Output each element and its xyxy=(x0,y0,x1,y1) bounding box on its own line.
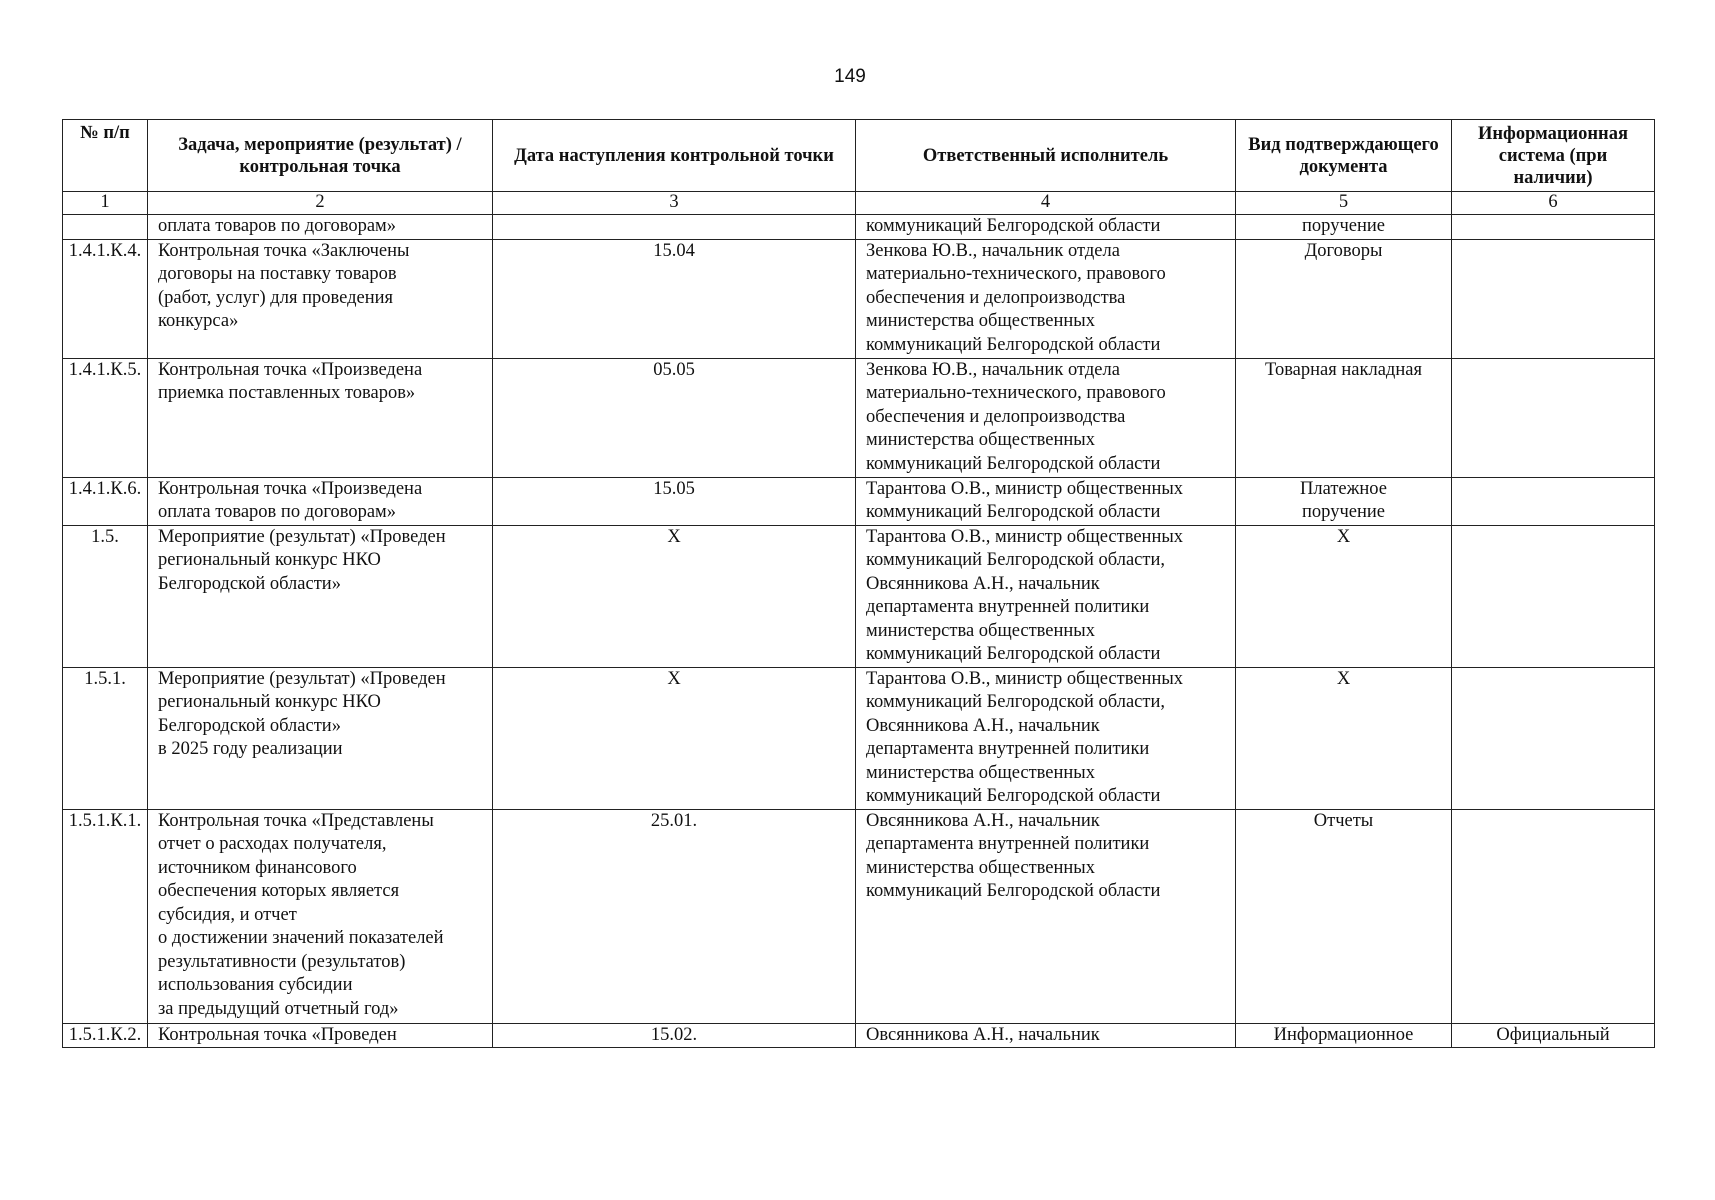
row-number: 1.5.1. xyxy=(63,667,148,809)
header-system: Информационная система (при наличии) xyxy=(1452,120,1655,192)
row-date: 15.05 xyxy=(493,477,856,525)
row-document: Х xyxy=(1236,667,1452,809)
header-date: Дата наступления контрольной точки xyxy=(493,120,856,192)
row-date: Х xyxy=(493,667,856,809)
table-row xyxy=(63,1023,1655,1048)
page-number: 149 xyxy=(834,66,866,87)
row-executor: Зенкова Ю.В., начальник отдела материально-технического, правового обеспечения и делопроизводства министерства общественных коммуникаций Белгородской области xyxy=(856,358,1236,477)
row-date: 15.04 xyxy=(493,239,856,358)
row-task: Контрольная точка «Произведена оплата товаров по договорам» xyxy=(148,477,493,525)
row-system xyxy=(1452,667,1655,809)
header-number: № п/п xyxy=(63,120,148,192)
header-executor: Ответственный исполнитель xyxy=(856,120,1236,192)
row-system xyxy=(1452,809,1655,1023)
row-date xyxy=(493,215,856,240)
row-task: Контрольная точка «Произведена приемка поставленных товаров» xyxy=(148,358,493,477)
row-executor: Зенкова Ю.В., начальник отдела материально-технического, правового обеспечения и делопроизводства министерства общественных коммуникаций Белгородской области xyxy=(856,239,1236,358)
table-row xyxy=(63,525,1655,667)
row-number: 1.4.1.К.4. xyxy=(63,239,148,358)
table-header-row xyxy=(63,120,1655,192)
row-number xyxy=(63,215,148,240)
row-task: Контрольная точка «Проведен xyxy=(148,1023,493,1048)
row-document: Договоры xyxy=(1236,239,1452,358)
table-row xyxy=(63,667,1655,809)
row-executor: Овсянникова А.Н., начальник департамента внутренней политики министерства общественных коммуникаций Белгородской области xyxy=(856,809,1236,1023)
row-document: Информационное xyxy=(1236,1023,1452,1048)
row-number: 1.5.1.К.2. xyxy=(63,1023,148,1048)
column-number: 2 xyxy=(148,192,493,215)
row-system: Официальный xyxy=(1452,1023,1655,1048)
column-number: 5 xyxy=(1236,192,1452,215)
row-task: Контрольная точка «Заключены договоры на поставку товаров (работ, услуг) для проведения конкурса» xyxy=(148,239,493,358)
row-number: 1.4.1.К.5. xyxy=(63,358,148,477)
row-date: Х xyxy=(493,525,856,667)
row-number: 1.5. xyxy=(63,525,148,667)
column-number-row xyxy=(63,192,1655,215)
row-system xyxy=(1452,239,1655,358)
header-task: Задача, мероприятие (результат) / контрольная точка xyxy=(148,120,493,192)
header-document: Вид подтверждающего документа xyxy=(1236,120,1452,192)
row-executor: Тарантова О.В., министр общественных коммуникаций Белгородской области, Овсянникова А.Н., начальник департамента внутренней политики министерства общественных коммуникаций Белгородской области xyxy=(856,525,1236,667)
table-row xyxy=(63,358,1655,477)
row-task: Мероприятие (результат) «Проведен региональный конкурс НКО Белгородской области» в 2025 году реализации xyxy=(148,667,493,809)
row-date: 05.05 xyxy=(493,358,856,477)
row-task: Контрольная точка «Представлены отчет о расходах получателя, источником финансового обеспечения которых является субсидия, и отчет о достижении значений показателей результативности (результатов) использования субсидии за предыдущий отчетный год» xyxy=(148,809,493,1023)
row-document: Платежное поручение xyxy=(1236,477,1452,525)
row-task: оплата товаров по договорам» xyxy=(148,215,493,240)
row-executor: Тарантова О.В., министр общественных коммуникаций Белгородской области xyxy=(856,477,1236,525)
table-row xyxy=(63,215,1655,240)
column-number: 4 xyxy=(856,192,1236,215)
row-executor: Овсянникова А.Н., начальник xyxy=(856,1023,1236,1048)
row-document: поручение xyxy=(1236,215,1452,240)
row-document: Товарная накладная xyxy=(1236,358,1452,477)
table-row xyxy=(63,239,1655,358)
row-number: 1.4.1.К.6. xyxy=(63,477,148,525)
row-date: 15.02. xyxy=(493,1023,856,1048)
row-date: 25.01. xyxy=(493,809,856,1023)
row-task: Мероприятие (результат) «Проведен региональный конкурс НКО Белгородской области» xyxy=(148,525,493,667)
row-system xyxy=(1452,358,1655,477)
row-document: Х xyxy=(1236,525,1452,667)
row-system xyxy=(1452,215,1655,240)
table-row xyxy=(63,809,1655,1023)
column-number: 1 xyxy=(63,192,148,215)
table-row xyxy=(63,477,1655,525)
row-system xyxy=(1452,525,1655,667)
column-number: 6 xyxy=(1452,192,1655,215)
row-executor: Тарантова О.В., министр общественных коммуникаций Белгородской области, Овсянникова А.Н., начальник департамента внутренней политики министерства общественных коммуникаций Белгородской области xyxy=(856,667,1236,809)
control-points-table xyxy=(62,119,1655,1048)
row-system xyxy=(1452,477,1655,525)
row-executor: коммуникаций Белгородской области xyxy=(856,215,1236,240)
column-number: 3 xyxy=(493,192,856,215)
row-number: 1.5.1.К.1. xyxy=(63,809,148,1023)
row-document: Отчеты xyxy=(1236,809,1452,1023)
